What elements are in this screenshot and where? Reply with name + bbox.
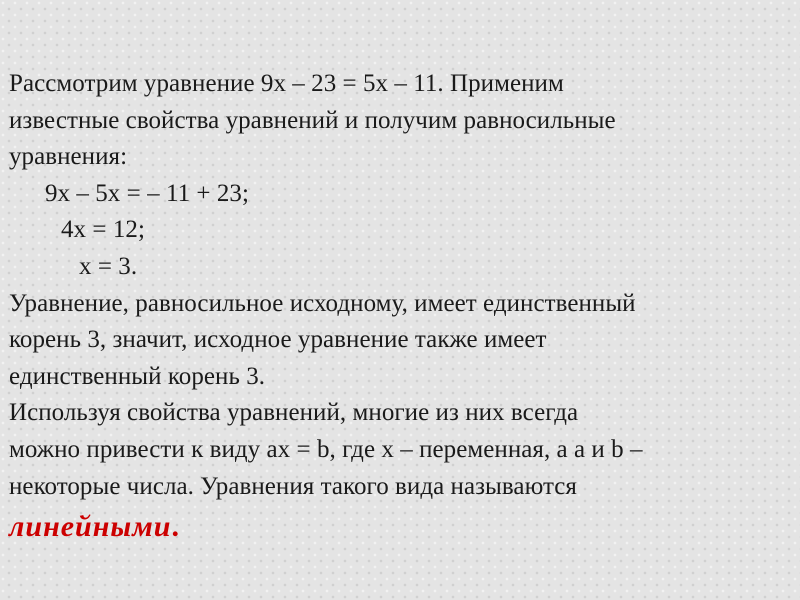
intro-line-2: известные свойства уравнений и получим равносильные <box>9 106 616 134</box>
slide-text <box>9 66 793 546</box>
equation-step-3: x = 3. <box>79 252 138 280</box>
definition-line-2: можно привести к виду ax = b, где x – переменная, a a и b – <box>9 435 643 463</box>
highlighted-term: линейными <box>9 510 172 544</box>
term-period: . <box>171 510 180 544</box>
conclusion-line-2: корень 3, значит, исходное уравнение также имеет <box>9 326 547 354</box>
definition-term-line <box>9 509 793 546</box>
intro-line-1: Рассмотрим уравнение 9x – 23 = 5x – 11. Применим <box>9 70 564 97</box>
definition-line-3: некоторые числа. Уравнения такого вида называются <box>9 472 577 500</box>
intro-line-3: уравнения: <box>9 143 128 171</box>
conclusion-line-3: единственный корень 3. <box>9 362 266 390</box>
equation-step-1: 9x – 5x = – 11 + 23; <box>45 179 249 207</box>
conclusion-line-1: Уравнение, равносильное исходному, имеет единственный <box>9 289 636 317</box>
equation-step-2: 4x = 12; <box>61 216 145 244</box>
definition-line-1: Используя свойства уравнений, многие из них всегда <box>9 399 579 427</box>
